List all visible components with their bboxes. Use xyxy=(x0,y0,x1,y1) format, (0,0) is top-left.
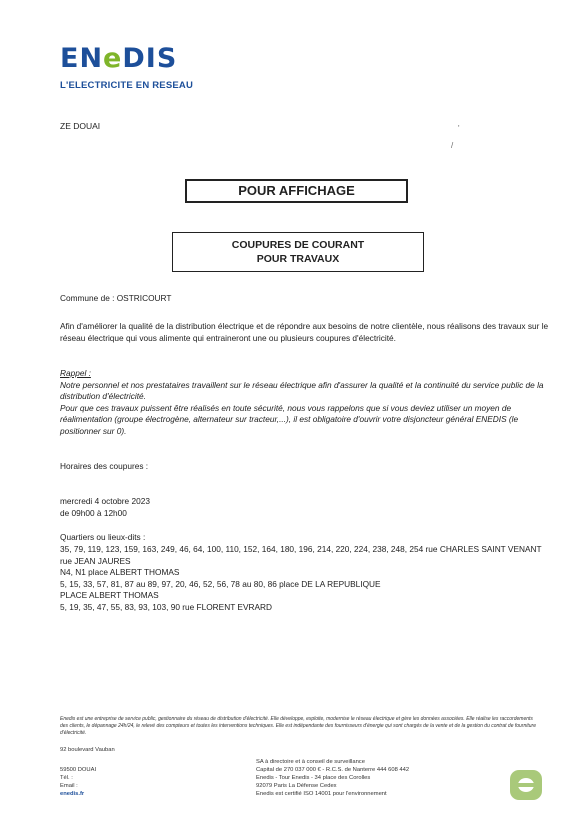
footer-email: Email : xyxy=(60,783,78,789)
subtitle-line-1: COUPURES DE COURANT xyxy=(231,239,365,251)
logo-tagline: L'ELECTRICITE EN RESEAU xyxy=(60,80,194,91)
scan-mark: / xyxy=(451,141,454,150)
street-item: 5, 19, 35, 47, 55, 83, 93, 103, 90 rue FLORENT EVRARD xyxy=(60,601,272,612)
footer-legal xyxy=(256,758,409,798)
outage-date: mercredi 4 octobre 2023 xyxy=(60,496,150,506)
footer-city: 59500 DOUAI xyxy=(60,767,97,773)
intro-paragraph: Afin d'améliorer la qualité de la distribution électrique et de répondre aux besoins de notre clientèle, nous réalisons des travaux sur le réseau électrique qui vous alimente qui entraineront une ou plusieurs coupures d'électricité. xyxy=(60,321,549,343)
street-item: rue JEAN JAURES xyxy=(60,555,131,566)
legal-line: SA à directoire et à conseil de surveillance xyxy=(256,759,365,765)
rappel-paragraph-1: Notre personnel et nos prestataires travaillent sur le réseau électrique afin d'assurer la qualité et la continuité du service public de la distribution d'électricité. xyxy=(60,379,544,401)
logo-text-1: EN xyxy=(60,43,104,74)
legal-line: Enedis est certifié ISO 14001 pour l'environnement xyxy=(256,791,387,797)
street-list xyxy=(60,544,550,613)
horaires-label: Horaires des coupures : xyxy=(60,461,149,471)
scan-mark: ' xyxy=(458,124,460,133)
rappel-block xyxy=(60,368,550,437)
zone-label: ZE DOUAI xyxy=(60,121,101,131)
footer-tel: Tél. : xyxy=(60,775,73,781)
street-item: N4, N1 place ALBERT THOMAS xyxy=(60,567,180,577)
logo-accent: e xyxy=(103,43,123,74)
page-title: POUR AFFICHAGE xyxy=(185,179,408,203)
legal-line: Enedis - Tour Enedis - 34 place des Corolles xyxy=(256,775,371,781)
legal-line: Capital de 270 037 000 € - R.C.S. de Nanterre 444 608 442 xyxy=(256,767,410,773)
commune-line: Commune de : OSTRICOURT xyxy=(60,293,172,303)
rappel-paragraph-2: Pour que ces travaux puissent être réalisés en toute sécurité, nous vous rappelons que si vous deviez utiliser un moyen de réalimentation (groupe électrogène, alternateur sur tracteur,...), il est obligatoire d'ouvrir votre disjoncteur général ENEDIS (le positionner sur 0). xyxy=(60,402,519,436)
footer-description: Enedis est une entreprise de service public, gestionnaire du réseau de distribution d'électricité. Elle développe, exploite, modernise le réseau électrique et gère les données associées. Elle réalise les raccordements des clients, le dépannage 24h/24, le relevé des compteurs et toutes les interventions techniques. Elle est indépendante des fournisseurs d'énergie qui sont chargés de la vente et de la gestion du contrat de fourniture d'électricité. xyxy=(60,716,536,736)
legal-line: 92079 Paris La Défense Cedex xyxy=(256,783,337,789)
footer-address: 92 boulevard Vauban xyxy=(60,747,115,753)
footer-contact xyxy=(60,766,96,798)
enedis-emblem-icon xyxy=(510,770,542,800)
subtitle-line-2: POUR TRAVAUX xyxy=(256,253,340,265)
street-item: 35, 79, 119, 123, 159, 163, 249, 46, 64, 100, 110, 152, 164, 180, 196, 214, 220, 224, 238, 248, 254 rue CHARLES SAINT VENANT xyxy=(60,544,542,554)
street-item: 5, 15, 33, 57, 81, 87 au 89, 97, 20, 46, 52, 56, 78 au 80, 86 place DE LA REPUBLIQUE xyxy=(60,578,381,589)
rappel-label: Rappel : xyxy=(60,368,91,378)
outage-time: de 09h00 à 12h00 xyxy=(60,508,127,518)
logo-text-2: DIS xyxy=(122,43,178,74)
quartiers-label: Quartiers ou lieux-dits : xyxy=(60,532,146,542)
notice-subtitle-box xyxy=(172,232,424,272)
enedis-logo xyxy=(60,44,177,74)
street-item: PLACE ALBERT THOMAS xyxy=(60,590,159,600)
footer-website-link[interactable]: enedis.fr xyxy=(60,791,85,797)
